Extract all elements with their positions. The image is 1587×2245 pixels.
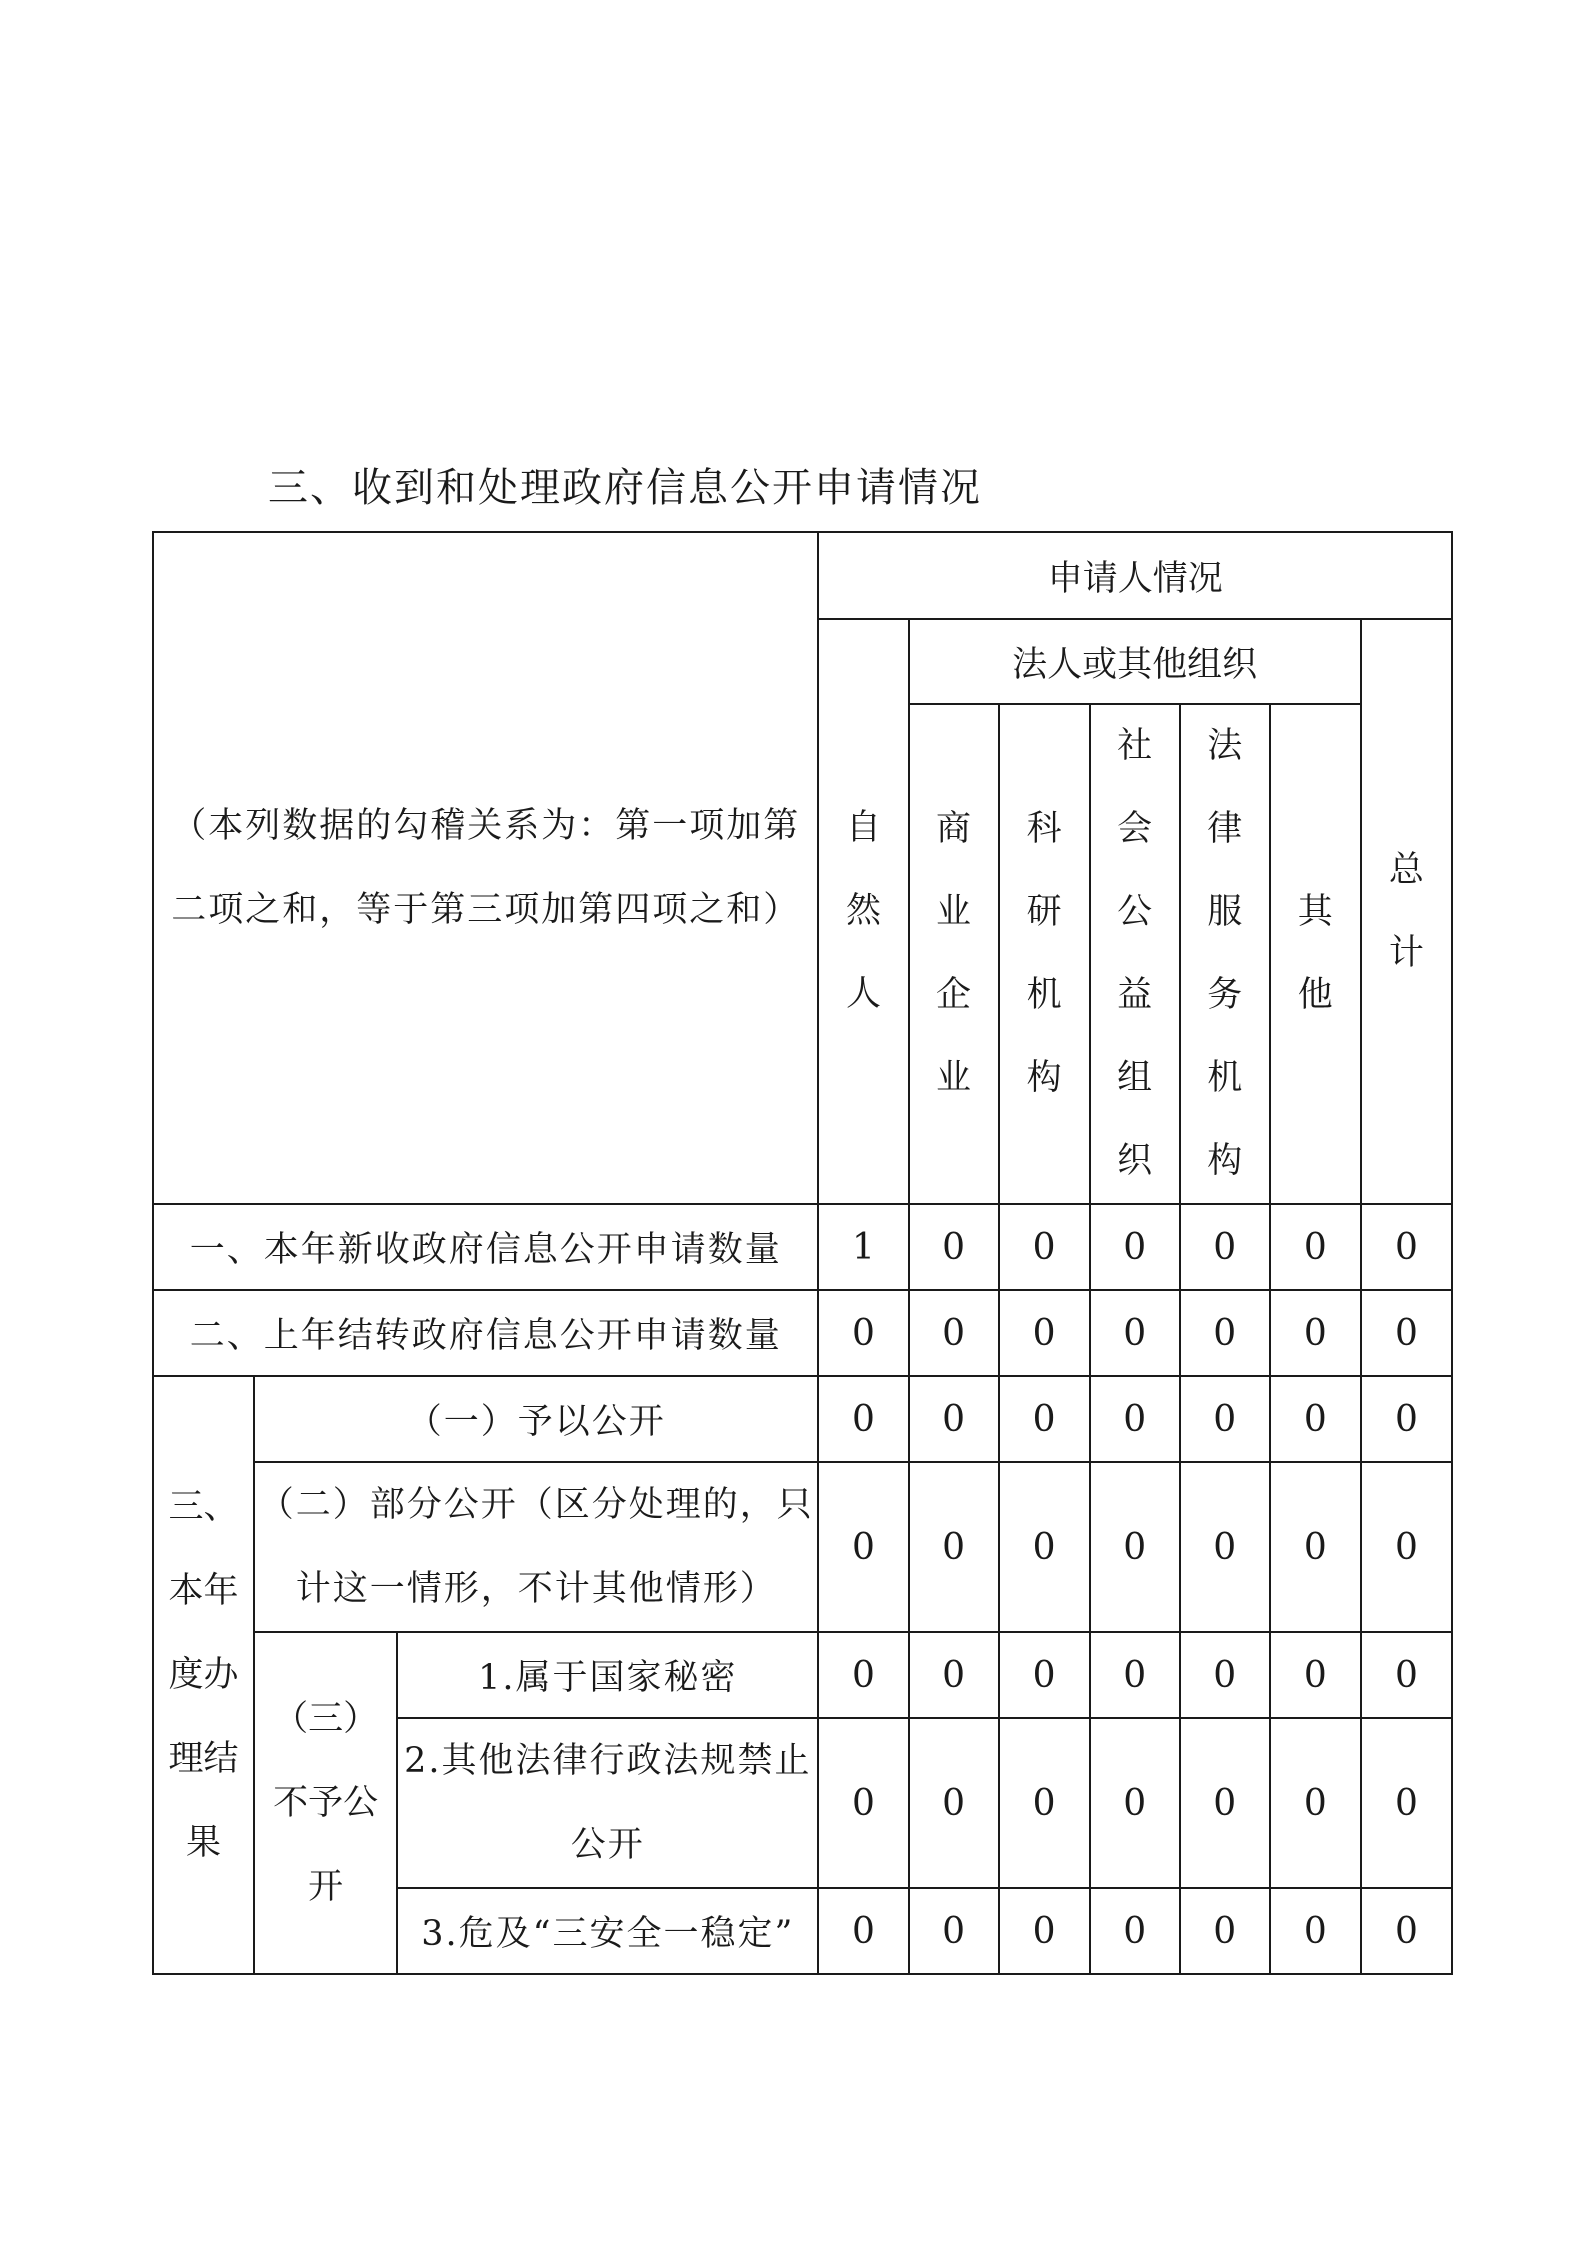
table-row (153, 1462, 1452, 1632)
row-label: （二）部分公开（区分处理的，只计这一情形，不计其他情形） (254, 1462, 818, 1632)
cell-value: 0 (1180, 1204, 1270, 1290)
cell-value: 0 (999, 1462, 1090, 1632)
cell-value: 0 (1270, 1290, 1361, 1376)
header-total: 总计 (1361, 619, 1452, 1204)
cell-value: 0 (909, 1888, 999, 1974)
cell-value: 0 (1180, 1290, 1270, 1376)
cell-value: 0 (999, 1632, 1090, 1718)
cell-value: 0 (1361, 1462, 1452, 1632)
cell-value: 0 (818, 1462, 908, 1632)
cell-value: 0 (818, 1290, 908, 1376)
cell-value: 0 (909, 1462, 999, 1632)
cell-value: 0 (1361, 1290, 1452, 1376)
table-description: （本列数据的勾稽关系为：第一项加第二项之和，等于第三项加第四项之和） (153, 532, 818, 1204)
cell-value: 0 (909, 1204, 999, 1290)
cell-value: 0 (818, 1718, 908, 1888)
cell-value: 0 (1090, 1376, 1180, 1462)
cell-value: 0 (818, 1632, 908, 1718)
table-row (153, 1204, 1452, 1290)
cell-value: 0 (1180, 1888, 1270, 1974)
cell-value: 0 (1090, 1204, 1180, 1290)
cell-value: 0 (999, 1290, 1090, 1376)
cell-value: 0 (1180, 1462, 1270, 1632)
header-natural-person: 自然人 (818, 619, 908, 1204)
row-label: 2.其他法律行政法规禁止公开 (397, 1718, 818, 1888)
cell-value: 1 (818, 1204, 908, 1290)
header-social: 社会公益组织 (1090, 704, 1180, 1204)
section-title: 三、收到和处理政府信息公开申请情况 (268, 465, 982, 511)
cell-value: 0 (1090, 1290, 1180, 1376)
header-other: 其他 (1270, 704, 1361, 1204)
cell-value: 0 (1090, 1632, 1180, 1718)
cell-value: 0 (1270, 1376, 1361, 1462)
cell-value: 0 (1270, 1888, 1361, 1974)
cell-value: 0 (1270, 1718, 1361, 1888)
cell-value: 0 (1361, 1204, 1452, 1290)
cell-value: 0 (1361, 1632, 1452, 1718)
row-label: 1.属于国家秘密 (397, 1632, 818, 1718)
header-applicant-group: 申请人情况 (818, 532, 1452, 619)
cell-value: 0 (909, 1376, 999, 1462)
table-row (153, 1290, 1452, 1376)
cell-value: 0 (1180, 1718, 1270, 1888)
cell-value: 0 (999, 1718, 1090, 1888)
header-commercial: 商业企业 (909, 704, 999, 1204)
cell-value: 0 (1090, 1462, 1180, 1632)
applications-table (152, 531, 1453, 1975)
table-row (153, 1632, 1452, 1718)
table-row (153, 1376, 1452, 1462)
section3-label: 三、本年度办理结果 (153, 1376, 254, 1974)
cell-value: 0 (1270, 1204, 1361, 1290)
cell-value: 0 (1361, 1718, 1452, 1888)
row-label: 二、上年结转政府信息公开申请数量 (153, 1290, 818, 1376)
cell-value: 0 (999, 1204, 1090, 1290)
header-research: 科研机构 (999, 704, 1090, 1204)
cell-value: 0 (1180, 1376, 1270, 1462)
cell-value: 0 (1361, 1888, 1452, 1974)
cell-value: 0 (1090, 1888, 1180, 1974)
cell-value: 0 (999, 1888, 1090, 1974)
cell-value: 0 (999, 1376, 1090, 1462)
row-label: 3.危及“三安全一稳定” (397, 1888, 818, 1974)
header-legal-service: 法律服务机构 (1180, 704, 1270, 1204)
cell-value: 0 (818, 1888, 908, 1974)
cell-value: 0 (818, 1376, 908, 1462)
cell-value: 0 (1270, 1462, 1361, 1632)
header-legal-group: 法人或其他组织 (909, 619, 1361, 704)
cell-value: 0 (909, 1632, 999, 1718)
cell-value: 0 (1090, 1718, 1180, 1888)
cell-value: 0 (909, 1290, 999, 1376)
cell-value: 0 (1180, 1632, 1270, 1718)
cell-value: 0 (1270, 1632, 1361, 1718)
row-label: （一）予以公开 (254, 1376, 818, 1462)
cell-value: 0 (909, 1718, 999, 1888)
not-open-label: （三）不予公开 (254, 1632, 397, 1974)
row-label: 一、本年新收政府信息公开申请数量 (153, 1204, 818, 1290)
cell-value: 0 (1361, 1376, 1452, 1462)
